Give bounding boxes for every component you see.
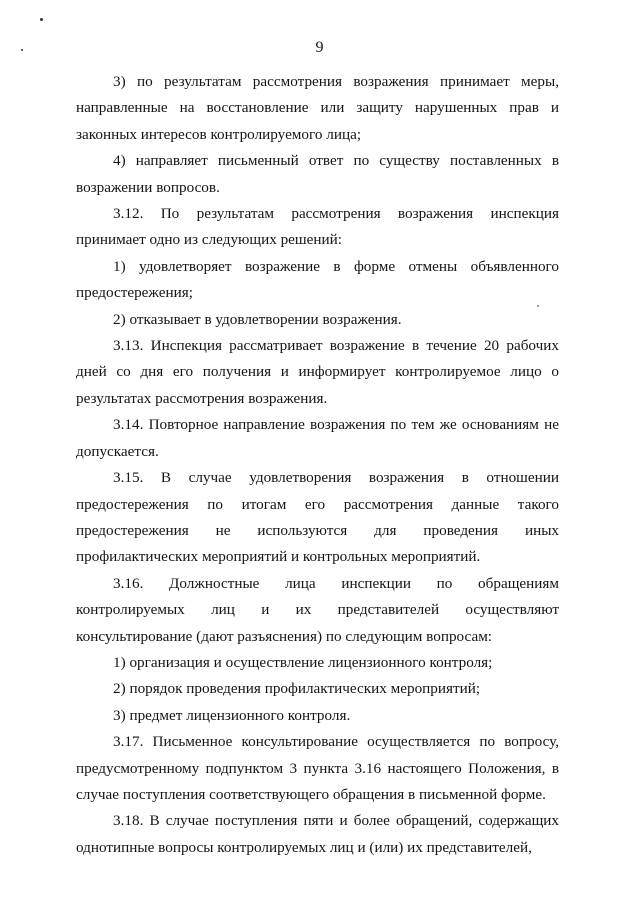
paragraph-3-16-point-3: 3) предмет лицензионного контроля. bbox=[113, 706, 351, 724]
scan-speck bbox=[40, 18, 43, 21]
paragraph-3-18: 3.18. В случае поступления пяти и более обращений, содержащих однотипные вопросы контролируемых лиц и (или) их представителей, bbox=[76, 812, 559, 856]
paragraph-3-point-3: 3) по результатам рассмотрения возражения принимает меры, направленные на восстановление или защиту нарушенных прав и законных интересов контролируемого лица; bbox=[76, 73, 559, 143]
paragraph-3-14: 3.14. Повторное направление возражения по тем же основаниям не допускается. bbox=[76, 416, 559, 460]
paragraph-3-16-point-1: 1) организация и осуществление лицензионного контроля; bbox=[113, 653, 493, 671]
paragraph-3-12: 3.12. По результатам рассмотрения возражения инспекция принимает одно из следующих решений: bbox=[76, 205, 559, 249]
paragraph-3-12-point-2: 2) отказывает в удовлетворении возражения. bbox=[113, 310, 402, 328]
paragraph-3-17: 3.17. Письменное консультирование осуществляется по вопросу, предусмотренному подпунктом 3 пункта 3.16 настоящего Положения, в случае поступления соответствующего обращения в письменной форме. bbox=[76, 733, 559, 803]
paragraph-3-12-point-1: 1) удовлетворяет возражение в форме отмены объявленного предостережения; bbox=[76, 257, 559, 302]
document-body bbox=[76, 69, 559, 861]
paragraph-3-16: 3.16. Должностные лица инспекции по обращениям контролируемых лиц и их представителей осуществляют консультирование (дают разъяснения) по следующим вопросам: bbox=[76, 574, 559, 645]
page-number: 9 bbox=[315, 39, 324, 56]
paragraph-3-13: 3.13. Инспекция рассматривает возражение в течение 20 рабочих дней со дня его получения и информирует контролируемое лицо о результатах рассмотрения возражения. bbox=[76, 337, 559, 407]
paragraph-3-15: 3.15. В случае удовлетворения возражения в отношении предостережения по итогам его рассмотрения данные такого предостережения не используются для проведения иных профилактических мероприятий и контрольных мероприятий. bbox=[76, 469, 559, 566]
paragraph-3-point-4: 4) направляет письменный ответ по существу поставленных в возражении вопросов. bbox=[76, 152, 559, 196]
paragraph-3-16-point-2: 2) порядок проведения профилактических мероприятий; bbox=[113, 680, 481, 698]
